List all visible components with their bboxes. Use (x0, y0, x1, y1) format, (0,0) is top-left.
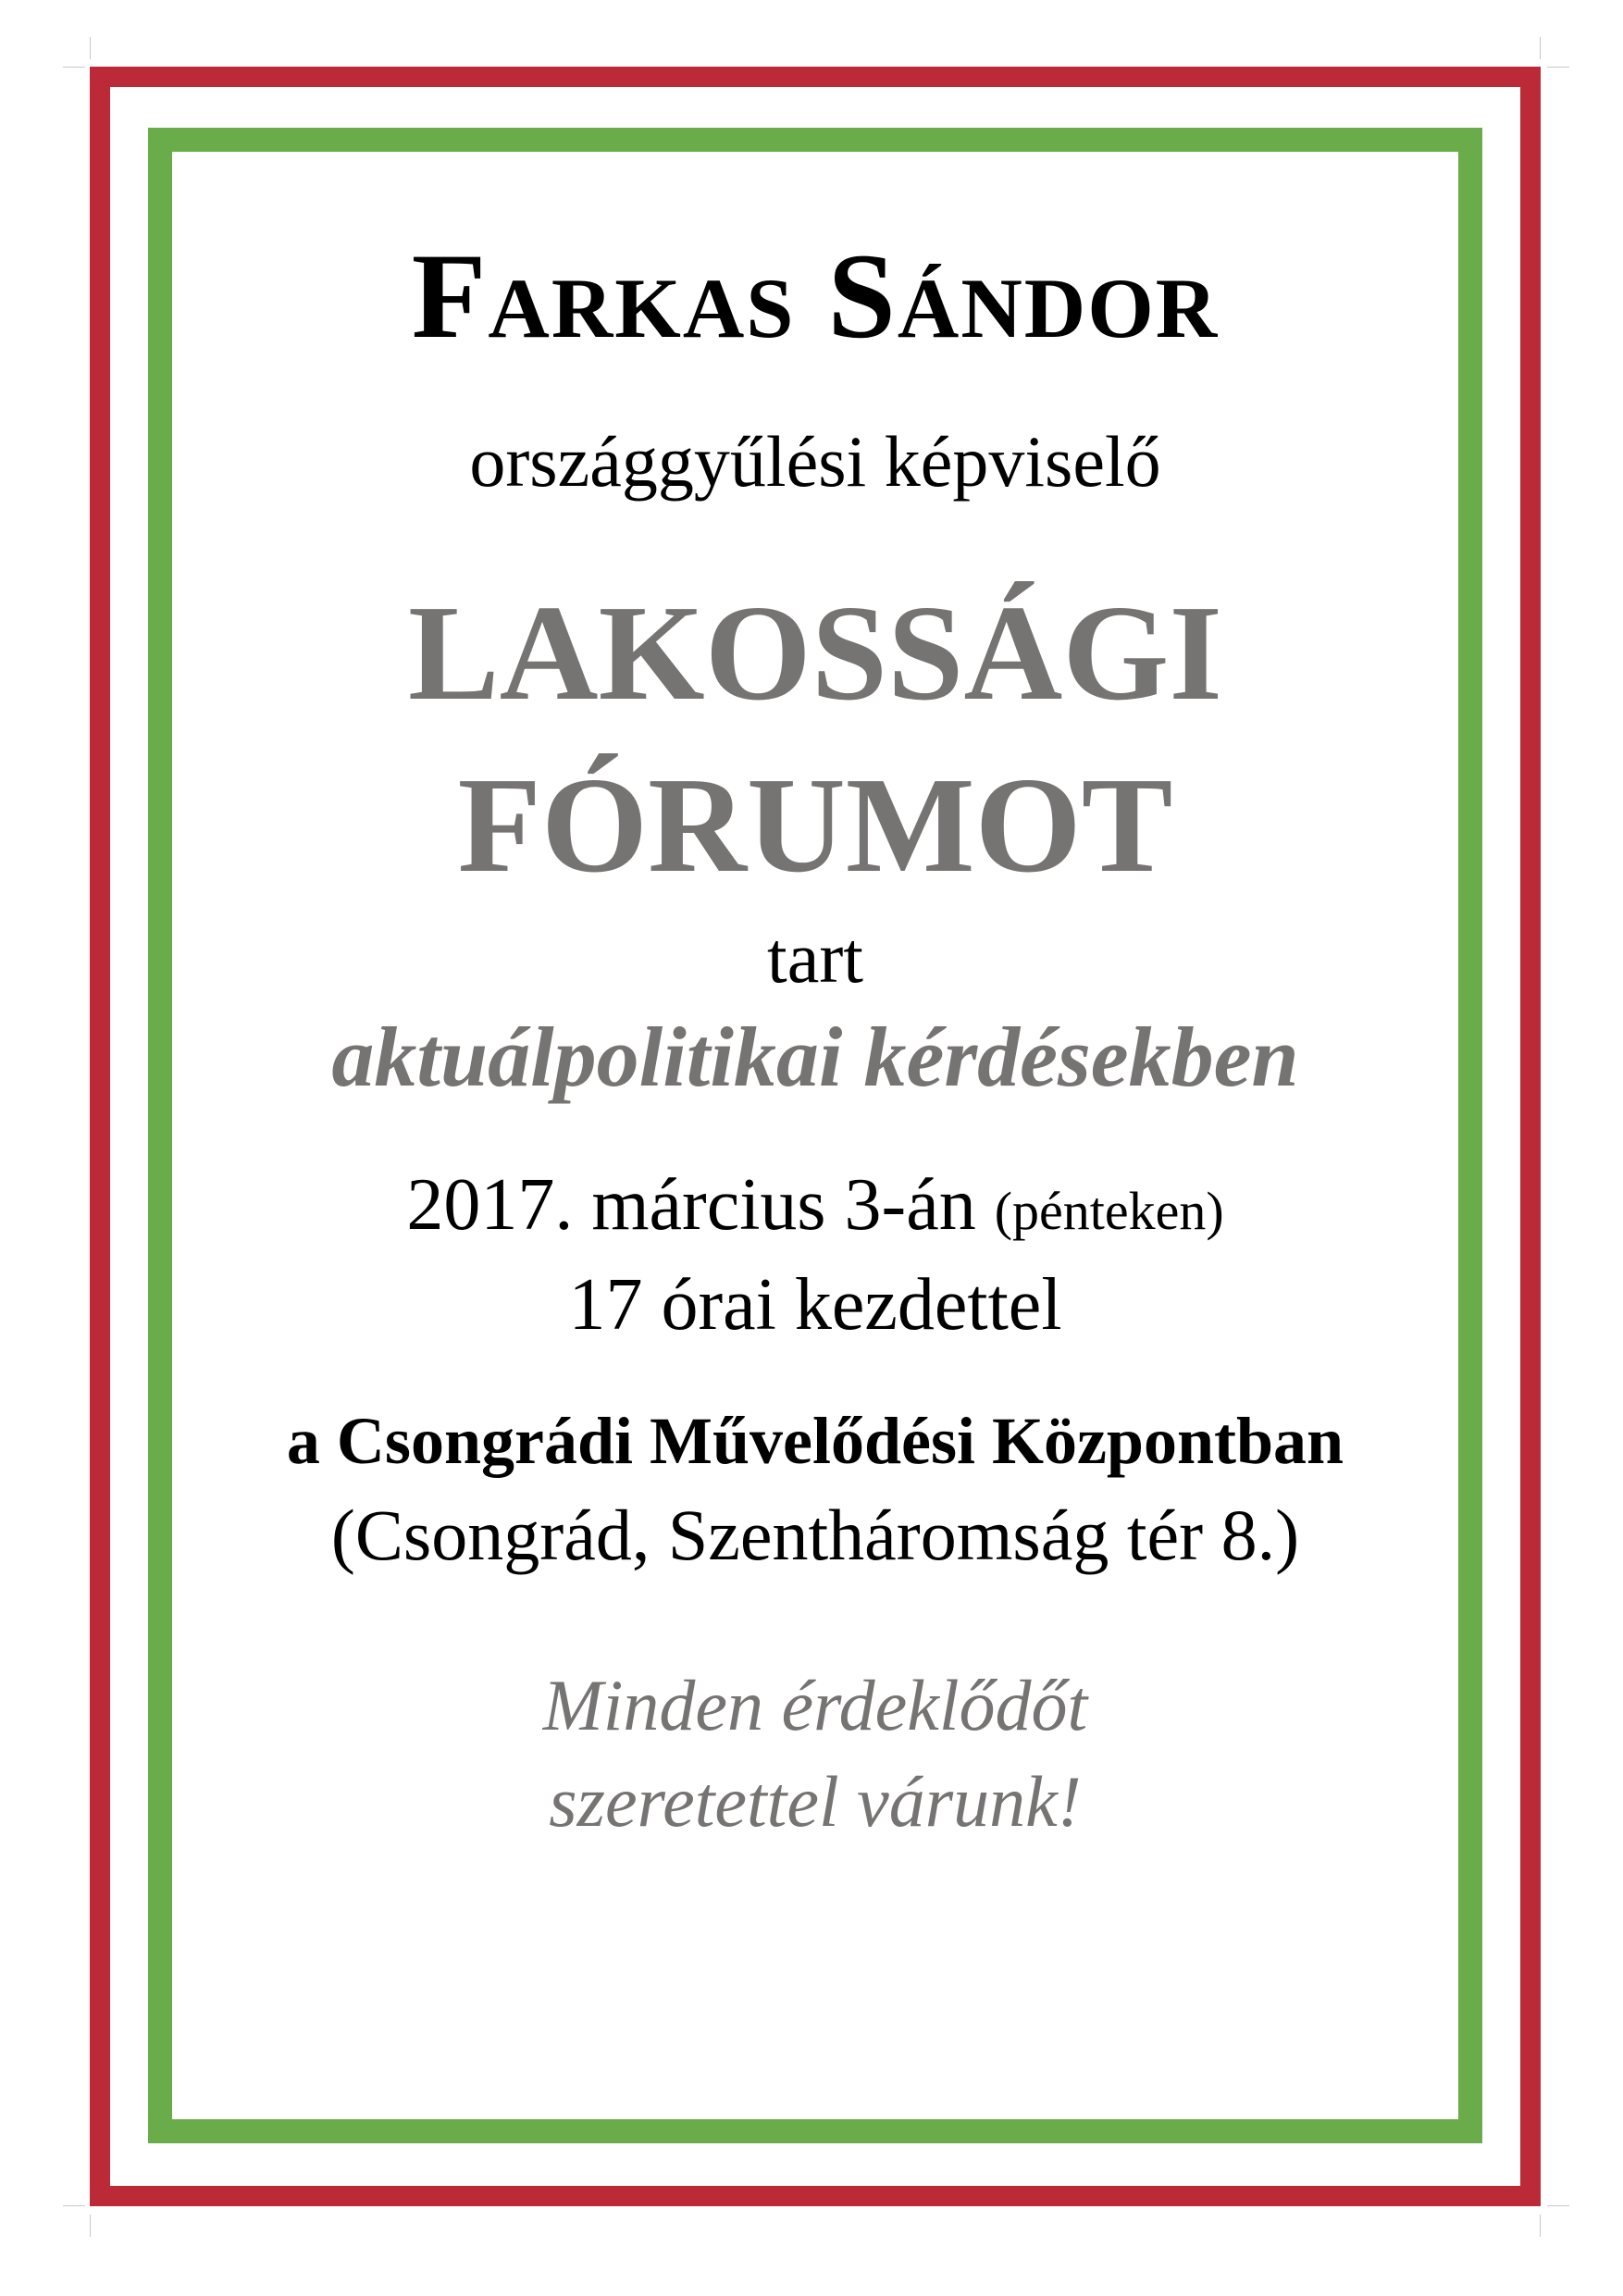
event-date-line (172, 1164, 1458, 1246)
event-address: (Csongrád, Szentháromság tér 8.) (330, 1495, 1300, 1575)
crop-mark-left-bottom (63, 2205, 85, 2206)
crop-mark-top-right (1540, 37, 1541, 59)
verb-text: tart (767, 917, 863, 998)
crop-mark-right-bottom (1547, 2205, 1569, 2206)
invitation-line-1: Minden érdeklődőt (542, 1665, 1088, 1745)
speaker-name: Farkas Sándor (411, 228, 1220, 364)
crop-mark-bottom-left (90, 2215, 91, 2237)
event-weekday: (pénteken) (994, 1181, 1224, 1241)
event-date: 2017. március 3-án (406, 1164, 976, 1246)
event-time: 17 órai kezdettel (568, 1264, 1062, 1346)
speaker-role: országgyűlési képviselő (469, 421, 1161, 502)
crop-mark-right-top (1547, 67, 1569, 68)
headline-line-1: LAKOSSÁGI (407, 577, 1223, 729)
headline-line-2: FÓRUMOT (457, 750, 1173, 901)
event-venue: a Csongrádi Művelődési Központban (286, 1404, 1344, 1478)
topic-text: aktuálpolitikai kérdésekben (331, 1010, 1299, 1104)
crop-mark-bottom-right (1540, 2215, 1541, 2237)
crop-mark-top-left (90, 37, 91, 59)
invitation-line-2: szeretettel várunk! (549, 1761, 1082, 1842)
crop-mark-left-top (63, 67, 85, 68)
